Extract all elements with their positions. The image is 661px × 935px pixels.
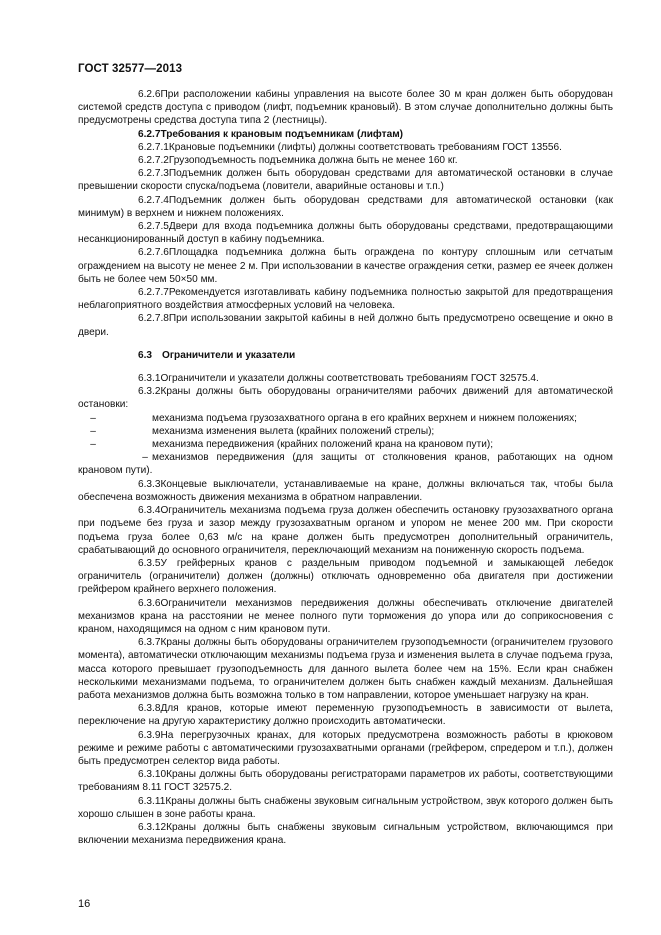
paragraph-6-3-2: 6.3.2Краны должны быть оборудованы ограничителями рабочих движений для автоматической остановки:	[78, 386, 613, 411]
paragraph-6-3-1: 6.3.1Ограничители и указатели должны соответствовать требованиям ГОСТ 32575.4.	[138, 373, 539, 385]
list-item: – механизма изменения вылета (крайних положений стрелы);	[90, 425, 435, 437]
paragraph-6-3-6: 6.3.6Ограничители механизмов передвижения должны обеспечивать отключение двигателей механизмов крана на расстоянии не менее полного пути торможения до упора или до соприкосновения с краном, находящимся на одном с ним крановом пути.	[78, 597, 613, 635]
paragraph-6-3-12: 6.3.12Краны должны быть снабжены звуковым сигнальным устройством, включающимся при включении механизма передвижения крана.	[78, 821, 613, 847]
paragraph-6-2-7-7: 6.2.7.7Рекомендуется изготавливать кабину подъемника полностью закрытой для предотвращения неблагоприятного воздействия атмосферных условий на человека.	[78, 287, 613, 312]
paragraph-6-3-5: 6.3.5У грейферных кранов с раздельным приводом подъемной и замыкающей лебедок ограничитель (ограничители) должен (должны) отключать одновременно оба двигателя при достижении грейфером крайнего верхнего положения.	[78, 557, 613, 596]
paragraph-6-3-7: 6.3.7Краны должны быть оборудованы ограничителем грузоподъемности (ограничителем грузового момента), автоматически отключающим механизмы подъема груза и изменения вылета в случае подъема груза, масса которого превышает грузоподъемность для данного вылета более чем на 15%. Если кран снабжен несколькими механизмами подъема, то ограничителем должен быть снабжен каждый механизм. Дальнейшая работа механизмов должна быть возможна только в том направлении, которое уменьшает нагрузку на кран.	[78, 637, 613, 701]
paragraph-6-2-7-6: 6.2.7.6Площадка подъемника должна быть ограждена по контуру сплошным или сетчатым ограждением на высоту не менее 2 м. При использовании в качестве ограждения сетки, размер ее ячеек должен быть не более чем 50×50 мм.	[78, 247, 613, 285]
paragraph-6-2-7-5: 6.2.7.5Двери для входа подъемника должны быть оборудованы средствами, предотвращающими несанкционированный доступ в кабину подъемника.	[78, 221, 613, 246]
paragraph-6-3-8: 6.3.8Для кранов, которые имеют переменную грузоподъемность в зависимости от вылета, переключение на другую характеристику должно происходить автоматически.	[78, 703, 613, 728]
paragraph-6-3-9: 6.3.9На перегрузочных кранах, для которых предусмотрена возможность работы в крюковом режиме и режиме работы с автоматическими грузозахватными органами (грейфером, спредером и т.п.), должен быть предусмотрен селектор вида работы.	[78, 729, 613, 767]
document-header: ГОСТ 32577—2013	[78, 63, 183, 75]
document-body	[78, 88, 613, 847]
page-number: 16	[78, 898, 91, 910]
paragraph-6-3-10: 6.3.10Краны должны быть оборудованы регистраторами параметров их работы, соответствующими требованиям 8.11 ГОСТ 32575.2.	[78, 769, 613, 794]
section-heading-6-3: 6.3 Ограничители и указатели	[138, 349, 296, 361]
paragraph-6-2-7-heading: 6.2.7Требования к крановым подъемникам (лифтам)	[138, 128, 404, 140]
paragraph-6-2-7-1: 6.2.7.1Крановые подъемники (лифты) должны соответствовать требованиям ГОСТ 13556.	[138, 141, 562, 153]
paragraph-6-2-7-8: 6.2.7.8При использовании закрытой кабины в ней должно быть предусмотрено освещение и окно в двери.	[78, 313, 613, 338]
paragraph-6-3-3: 6.3.3Концевые выключатели, устанавливаемые на кране, должны включаться так, чтобы была обеспечена возможность движения механизма в обратном направлении.	[78, 478, 613, 503]
paragraph-6-2-7-4: 6.2.7.4Подъемник должен быть оборудован средствами для автоматической остановки (как минимум) в верхнем и нижнем положениях.	[78, 194, 613, 219]
paragraph-6-3-11: 6.3.11Краны должны быть снабжены звуковым сигнальным устройством, звук которого должен быть хорошо слышен в зоне работы крана.	[78, 795, 613, 820]
paragraph-6-2-7-2: 6.2.7.2Грузоподъемность подъемника должна быть не менее 160 кг.	[138, 155, 458, 167]
paragraph-6-3-4: 6.3.4Ограничитель механизма подъема груза должен обеспечить остановку грузозахватного органа при подъеме без груза и зазор между грузозахватным органом и упором не менее 200 мм. При скорости подъема груза более 0,63 м/с на кране должен быть предусмотрен дополнительный ограничитель, срабатывающий до основного ограничителя, переключающий механизм на пониженную скорость подъема.	[78, 505, 613, 556]
list-item: – механизмов передвижения (для защиты от столкновения кранов, работающих на одном крановом пути).	[78, 452, 613, 477]
paragraph-6-2-6: 6.2.6При расположении кабины управления на высоте более 30 м кран должен быть оборудован системой средств доступа с приводом (лифт, подъемник крановый). В этом случае дополнительно должны быть предусмотрены средства доступа типа 2 (лестницы).	[78, 89, 613, 127]
list-6-3-2	[78, 412, 613, 478]
list-item: – механизма подъема грузозахватного органа в его крайних верхнем и нижнем положениях;	[90, 412, 577, 424]
paragraph-6-2-7-3: 6.2.7.3Подъемник должен быть оборудован средствами для автоматической остановки в случае превышении скорости спуска/подъема (ловители, аварийные остановы и т.п.)	[78, 168, 613, 193]
list-item: – механизма передвижения (крайних положений крана на крановом пути);	[90, 439, 493, 451]
